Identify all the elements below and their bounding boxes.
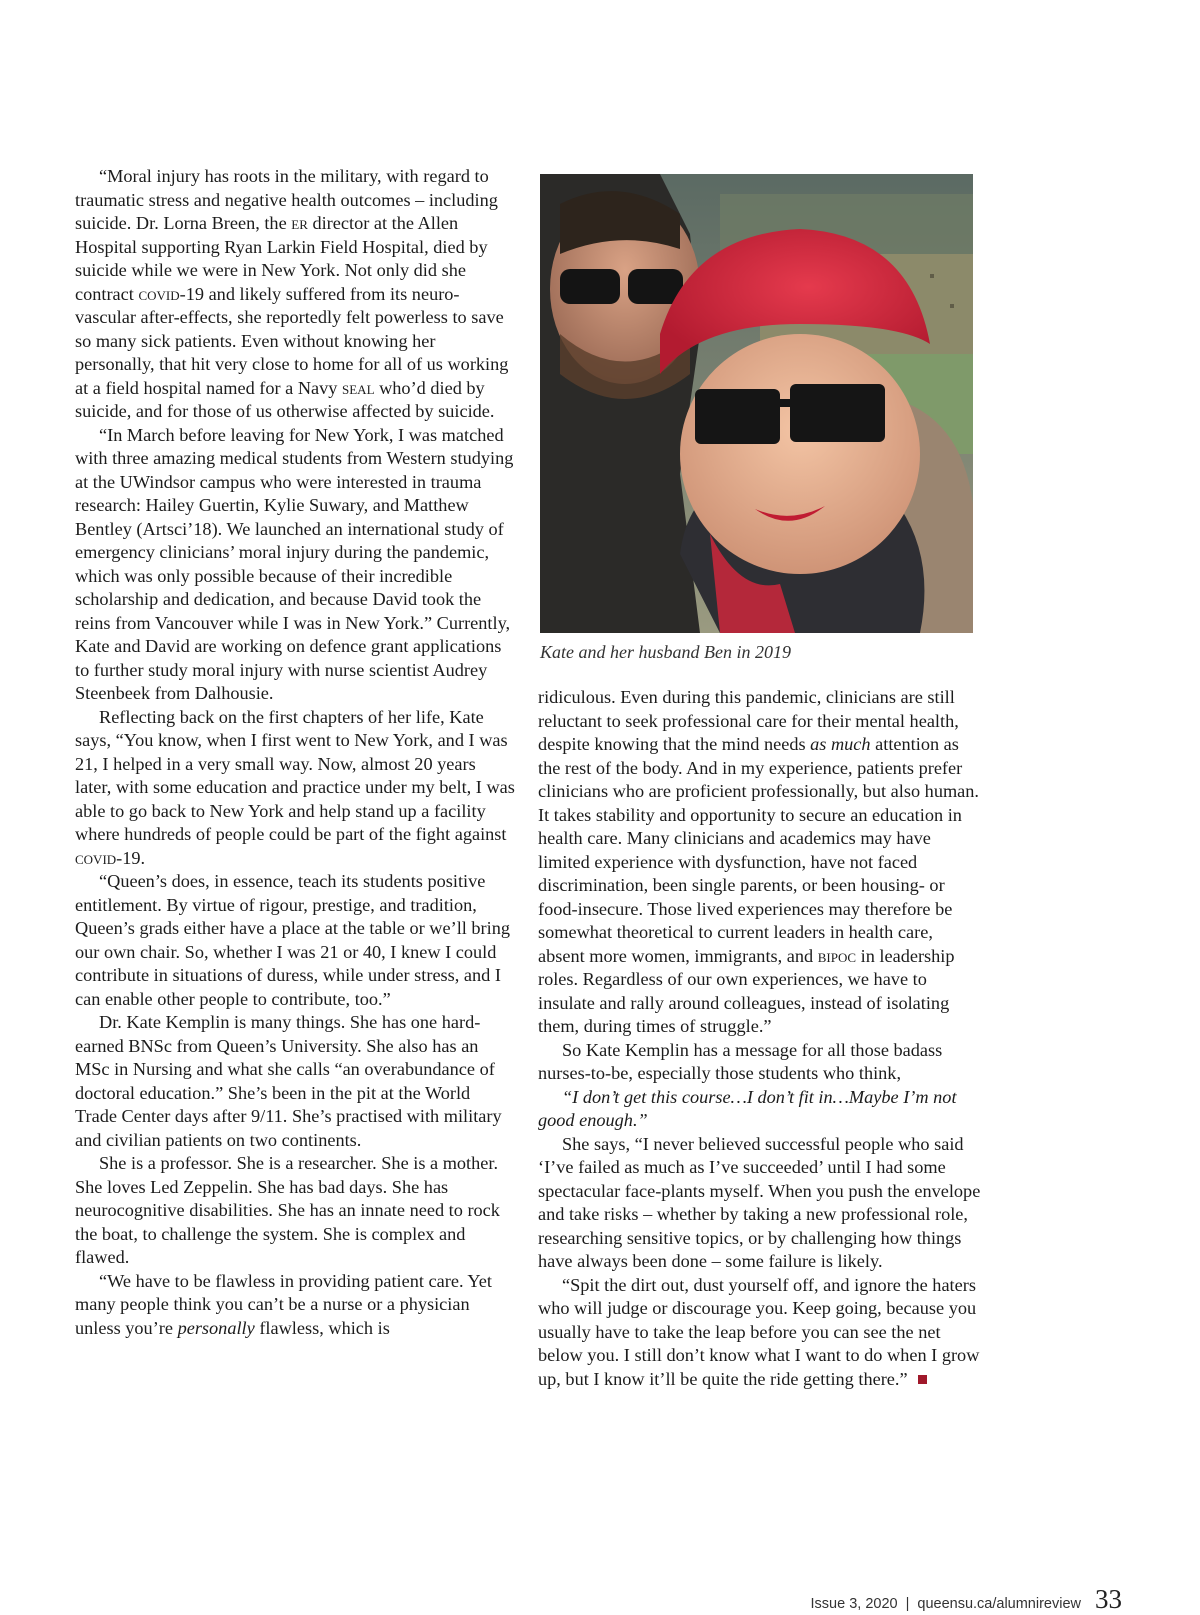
paragraph	[75, 424, 515, 706]
paragraph	[75, 1270, 515, 1341]
paragraph	[538, 1086, 983, 1133]
paragraph	[538, 686, 983, 1039]
text-run: So Kate Kemplin has a message for all those badass nurses-to-be, especially those students who think,	[538, 1039, 943, 1083]
paragraph	[538, 1133, 983, 1274]
text-run: attention as the rest of the body. And in my experience, patients prefer clinicians who are proficient professionally, but also human. It takes stability and opportunity to secure an education in health care. Many clinicians and academics may have limited experience with dysfunction, have not faced discrimination, been single parents, or been housing- or food-insecure. Those lived experiences may therefore be somewhat theoretical to current leaders in health care, absent more women, immigrants, and	[538, 734, 979, 966]
text-run: “Spit the dirt out, dust yourself off, and ignore the haters who will judge or discourage you. Keep going, because you usually have to take the leap before you can see the net below you. I still don’t know what I want to do when I grow up, but I know it’ll be quite the ride getting there.”	[538, 1274, 980, 1389]
site-url: queensu.ca/alumnireview	[917, 1596, 1081, 1612]
paragraph	[75, 1152, 515, 1270]
paragraph	[75, 706, 515, 871]
paragraph	[75, 870, 515, 1011]
small-caps-text: er	[291, 213, 308, 233]
text-run: Dr. Kate Kemplin is many things. She has one hard-earned BNSc from Queen’s University. She also has an MSc in Nursing and what she calls “an overabundance of doctoral education.” She’s been in the pit at the World Trade Center days after 9/11. She’s practised with military and civilian patients on two continents.	[75, 1012, 502, 1150]
small-caps-text: covid	[75, 847, 117, 868]
text-run: in leadership roles. Regardless of our own experiences, we have to insulate and rally around colleagues, instead of isolating them, during times of struggle.”	[538, 945, 955, 1036]
page-footer	[811, 1584, 1122, 1614]
text-run: who’d died by suicide, and for those of us otherwise affected by suicide.	[75, 377, 495, 421]
photo-kate-and-ben	[540, 174, 973, 633]
emphasis-text: personally	[177, 1317, 255, 1338]
paragraph	[538, 1274, 983, 1392]
text-run: “I don’t get this course…I don’t fit in…Maybe I’m not good enough.”	[538, 1086, 957, 1130]
text-run: -19 and likely suffered from its neuro-vascular after-effects, she reportedly felt powerless to save so many sick patients. Even without knowing her personally, that hit very close to home for all of us working at a field hospital named for a Navy	[75, 283, 509, 398]
text-run: ridiculous. Even during this pandemic, clinicians are still reluctant to seek professional care for their mental health, despite knowing that the mind needs	[538, 687, 959, 754]
paragraph	[75, 165, 515, 424]
left-column	[75, 165, 515, 1340]
emphasis-text: as much	[810, 734, 871, 754]
text-run: director at the Allen Hospital supporting Ryan Larkin Field Hospital, died by suicide while we were in New York. Not only did she contract	[75, 213, 488, 304]
photo-illustration	[540, 174, 973, 633]
text-run: flawless, which is	[254, 1317, 390, 1338]
text-run: “Moral injury has roots in the military, with regard to traumatic stress and negative health outcomes – including suicide. Dr. Lorna Breen, the	[75, 166, 498, 233]
small-caps-text: bipoc	[817, 945, 857, 966]
end-mark-icon	[918, 1375, 927, 1384]
text-run: -19.	[116, 847, 146, 868]
text-run: “Queen’s does, in essence, teach its students positive entitlement. By virtue of rigour, prestige, and tradition, Queen’s grads either have a place at the table or we’ll bring our own chair. So, whether I was 21 or 40, I knew I could contribute in situations of duress, while under stress, and I can enable other people to contribute, too.”	[75, 871, 511, 1009]
text-run: Reflecting back on the first chapters of her life, Kate says, “You know, when I first went to New York, and I was 21, I helped in a very small way. Now, almost 20 years later, with some education and practice under my belt, I was able to go back to New York and help stand up a facility where hundreds of people could be part of the fight against	[75, 706, 515, 844]
issue-label: Issue 3, 2020	[810, 1596, 898, 1612]
text-run: “We have to be flawless in providing patient care. Yet many people think you can’t be a nurse or a physician unless you’re	[75, 1270, 492, 1338]
text-run: She says, “I never believed successful people who said ‘I’ve failed as much as I’ve succeeded’ until I had some spectacular face-plants myself. When you push the envelope and take risks – whether by taking a new professional role, researching sensitive topics, or by challenging how things have always been done – some failure is likely.	[538, 1133, 981, 1271]
small-caps-text: seal	[342, 377, 375, 398]
text-run: “In March before leaving for New York, I was matched with three amazing medical students from Western studying at the UWindsor campus who were interested in trauma research: Hailey Guertin, Kylie Suwary, and Matthew Bentley (Artsci’18). We launched an international study of emergency clinicians’ moral injury during the pandemic, which was only possible because of their incredible scholarship and dedication, and because David took the reins from Vancouver while I was in New York.” Currently, Kate and David are working on defence grant applications to further study moral injury with nurse scientist Audrey Steenbeek from Dalhousie.	[75, 424, 514, 703]
text-run: She is a professor. She is a researcher. She is a mother. She loves Led Zeppelin. She has bad days. She has neurocognitive disabilities. She has an innate need to rock the boat, to challenge the system. She is complex and flawed.	[75, 1153, 500, 1267]
footer-separator: |	[905, 1596, 910, 1612]
page-number: 33	[1095, 1584, 1122, 1614]
small-caps-text: covid	[138, 283, 180, 304]
paragraph	[75, 1011, 515, 1152]
right-column	[538, 686, 983, 1391]
photo-caption: Kate and her husband Ben in 2019	[540, 642, 791, 662]
paragraph	[538, 1039, 983, 1086]
